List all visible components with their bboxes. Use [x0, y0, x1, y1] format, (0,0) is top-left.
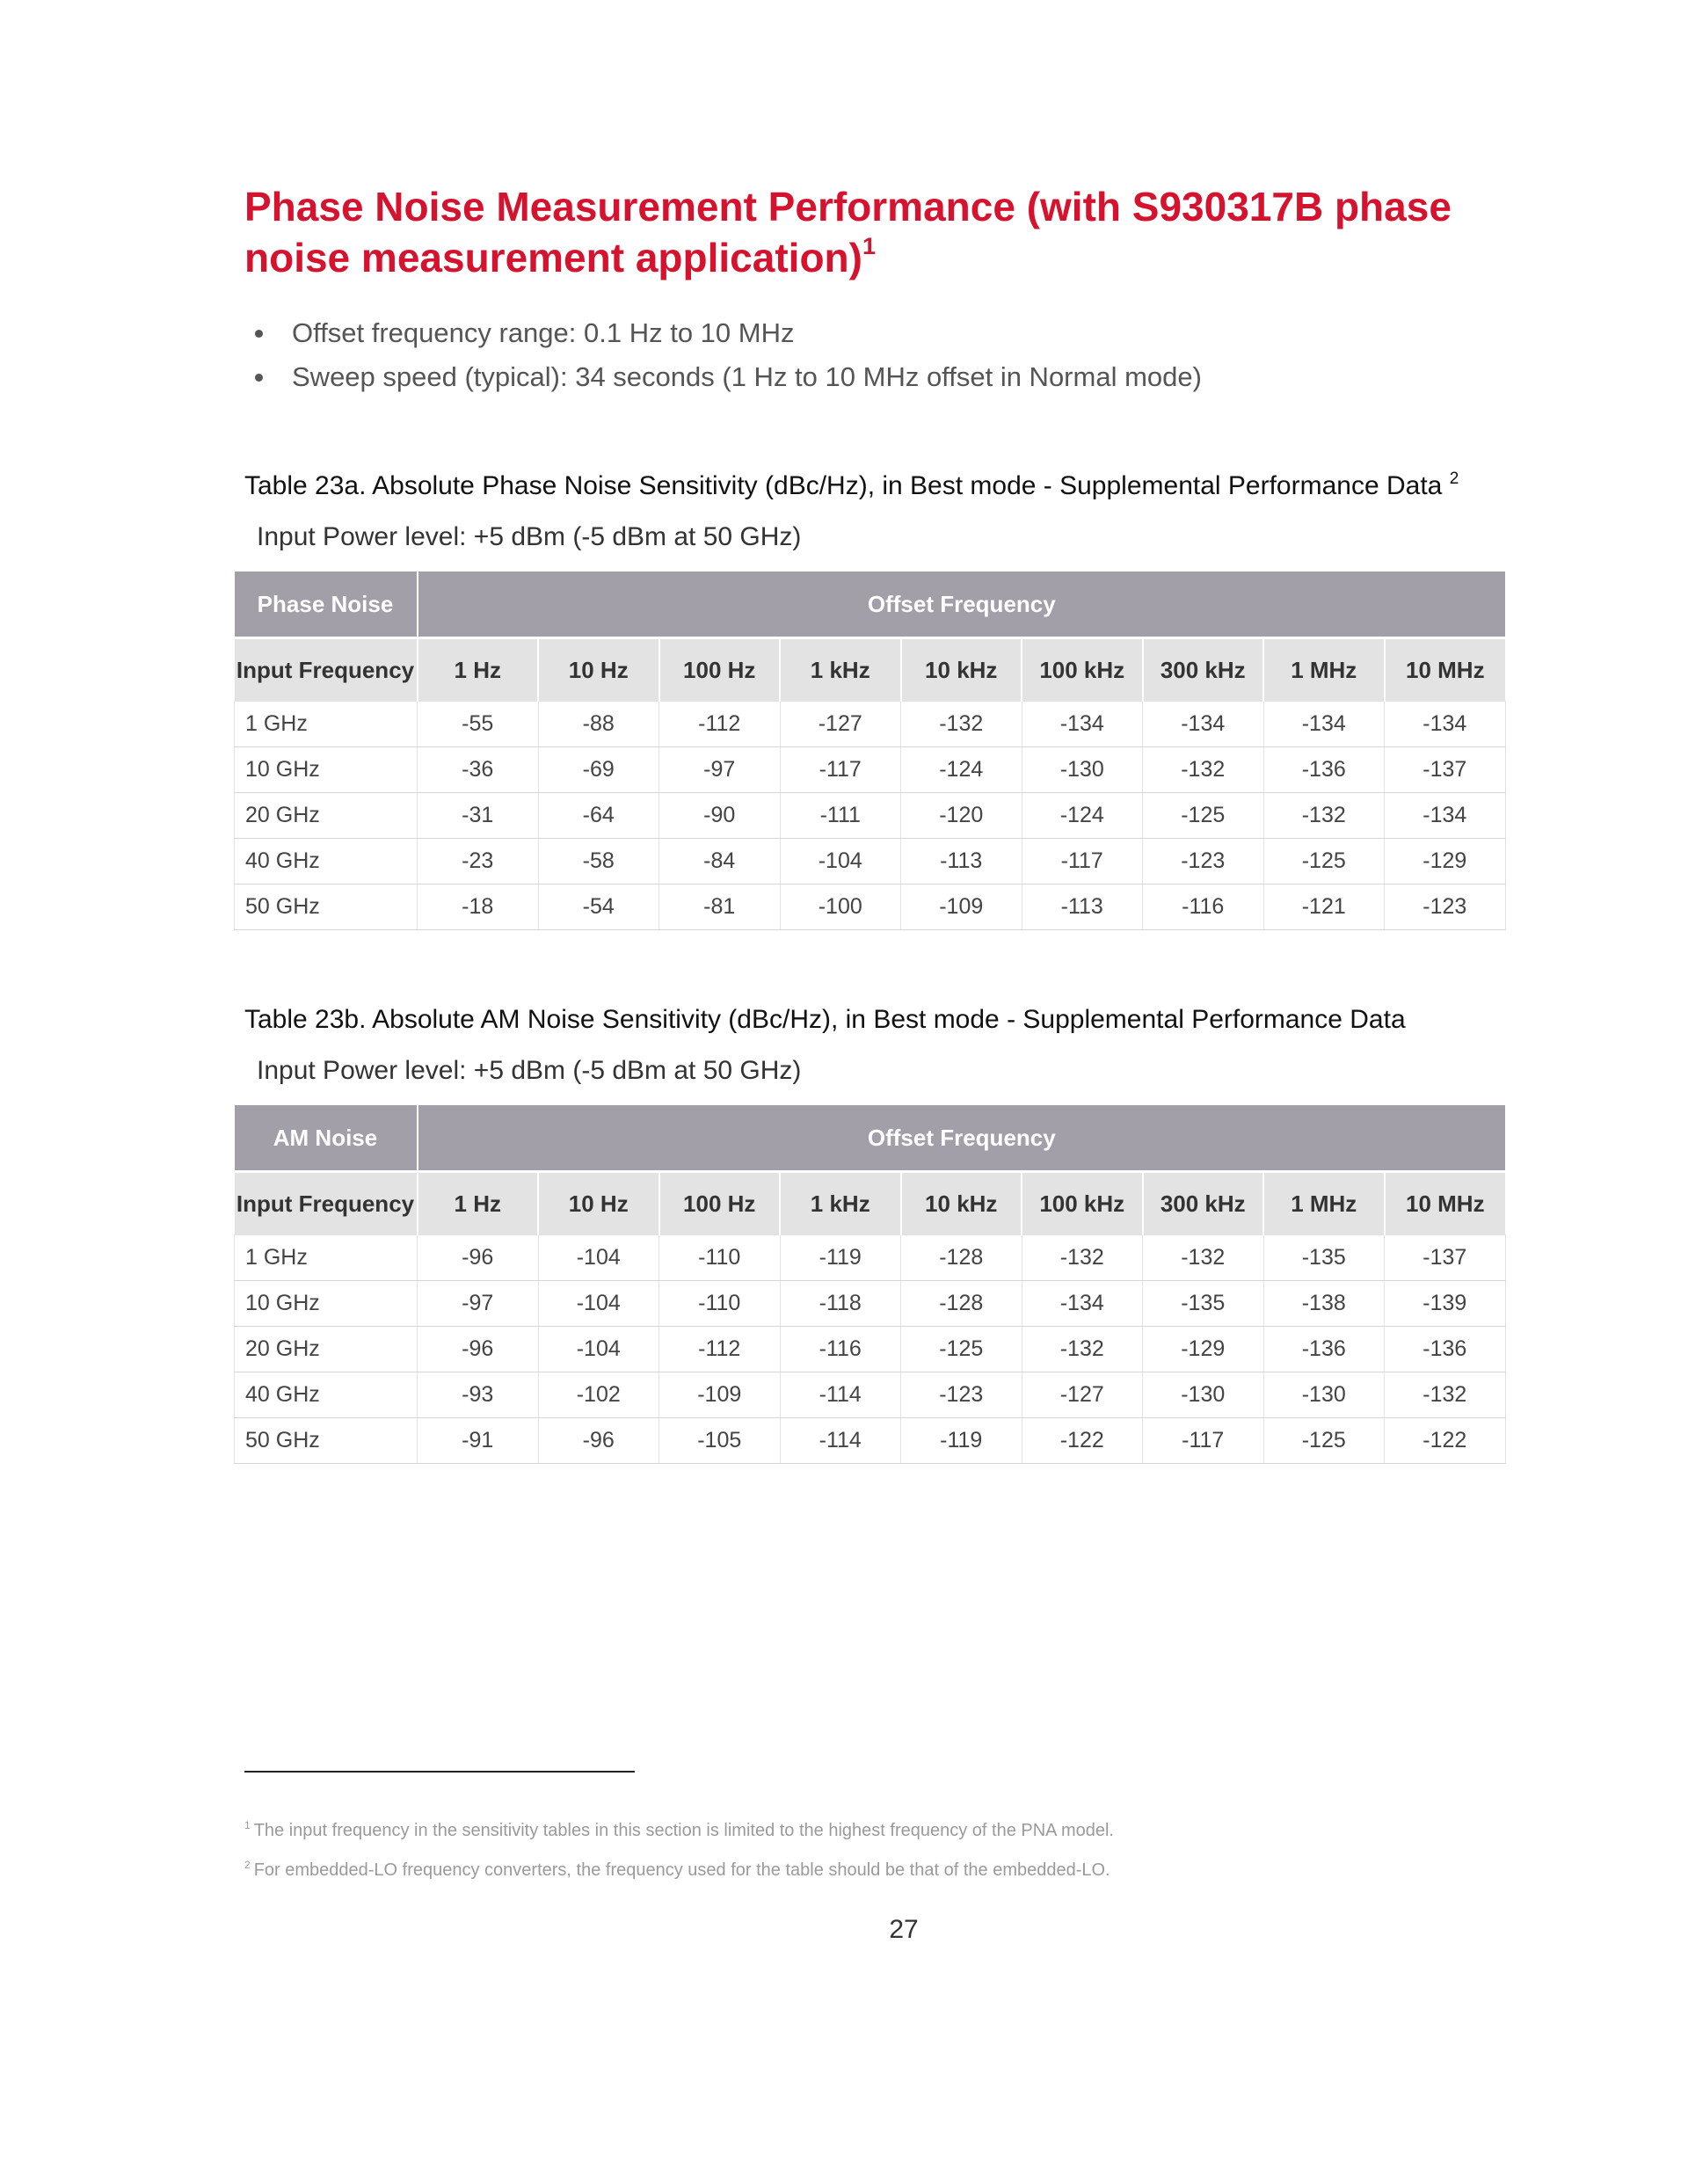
- table-cell: -127: [1022, 1372, 1143, 1418]
- table-cell: -138: [1263, 1281, 1385, 1327]
- row-label: 50 GHz: [235, 885, 418, 930]
- table-cell: -123: [901, 1372, 1022, 1418]
- column-header: 300 kHz: [1143, 638, 1264, 702]
- table-cell: -130: [1143, 1372, 1264, 1418]
- table-cell: -132: [1385, 1372, 1506, 1418]
- table-row: [235, 1372, 1506, 1418]
- column-header: 100 kHz: [1022, 1172, 1143, 1235]
- table-cell: -112: [659, 702, 781, 747]
- table-cell: -124: [901, 747, 1022, 793]
- table-cell: -135: [1263, 1235, 1385, 1281]
- table-cell: -109: [901, 885, 1022, 930]
- table-cell: -116: [780, 1327, 901, 1372]
- table-row: [235, 1281, 1506, 1327]
- table-cell: -110: [659, 1281, 781, 1327]
- table-cell: -132: [1022, 1235, 1143, 1281]
- table-cell: -104: [538, 1281, 659, 1327]
- table-column-header-row: [235, 638, 1506, 702]
- section-heading-text: Phase Noise Measurement Performance (with S930317B phase noise measurement application): [244, 184, 1452, 280]
- row-label: 1 GHz: [235, 702, 418, 747]
- table-cell: -96: [538, 1418, 659, 1464]
- table-cell: -122: [1385, 1418, 1506, 1464]
- table-cell: -118: [780, 1281, 901, 1327]
- table-cell: -123: [1385, 885, 1506, 930]
- table-row: [235, 747, 1506, 793]
- table-cell: -134: [1385, 702, 1506, 747]
- column-header: 10 Hz: [538, 1172, 659, 1235]
- table-cell: -104: [538, 1235, 659, 1281]
- bullet-item: [255, 311, 1202, 355]
- row-header-label: Input Frequency: [235, 1172, 418, 1235]
- table-cell: -128: [901, 1235, 1022, 1281]
- table-cell: -104: [538, 1327, 659, 1372]
- table-cell: -125: [901, 1327, 1022, 1372]
- table-row: [235, 702, 1506, 747]
- footnote-text: The input frequency in the sensitivity tables in this section is limited to the highest frequency of the PNA model.: [253, 1821, 1114, 1840]
- table-cell: -132: [1263, 793, 1385, 839]
- column-header: 1 MHz: [1263, 1172, 1385, 1235]
- table-cell: -119: [901, 1418, 1022, 1464]
- table-cell: -31: [418, 793, 539, 839]
- table-cell: -120: [901, 793, 1022, 839]
- bullet-dot-icon: [255, 374, 263, 382]
- row-label: 50 GHz: [235, 1418, 418, 1464]
- table-cell: -132: [1143, 747, 1264, 793]
- footnote-text: For embedded-LO frequency converters, the frequency used for the table should be that of the embedded-LO.: [253, 1860, 1110, 1880]
- corner-label: Phase Noise: [235, 571, 418, 638]
- row-label: 20 GHz: [235, 1327, 418, 1372]
- table-cell: -18: [418, 885, 539, 930]
- table-cell: -137: [1385, 747, 1506, 793]
- table-cell: -124: [1022, 793, 1143, 839]
- table-cell: -134: [1143, 702, 1264, 747]
- table-cell: -114: [780, 1372, 901, 1418]
- row-label: 10 GHz: [235, 747, 418, 793]
- table-cell: -129: [1385, 839, 1506, 885]
- table-cell: -109: [659, 1372, 781, 1418]
- phase-noise-table: [234, 571, 1506, 930]
- table-cell: -134: [1022, 1281, 1143, 1327]
- table-cell: -54: [538, 885, 659, 930]
- table-caption-text: Table 23a. Absolute Phase Noise Sensitivity (dBc/Hz), in Best mode - Supplemental Performance Data: [244, 471, 1443, 500]
- footnote-divider: [244, 1771, 635, 1773]
- table-cell: -111: [780, 793, 901, 839]
- table-cell: -81: [659, 885, 781, 930]
- footnote-1: [244, 1821, 1114, 1841]
- table-cell: -134: [1022, 702, 1143, 747]
- table-column-header-row: [235, 1172, 1506, 1235]
- table-cell: -125: [1143, 793, 1264, 839]
- bullet-text: Sweep speed (typical): 34 seconds (1 Hz to 10 MHz offset in Normal mode): [292, 361, 1202, 392]
- table-cell: -64: [538, 793, 659, 839]
- table-cell: -110: [659, 1235, 781, 1281]
- table-subcaption: Input Power level: +5 dBm (-5 dBm at 50 GHz): [257, 522, 802, 551]
- table-cell: -97: [418, 1281, 539, 1327]
- table-cell: -84: [659, 839, 781, 885]
- table-cell: -135: [1143, 1281, 1264, 1327]
- table-cell: -139: [1385, 1281, 1506, 1327]
- table-cell: -96: [418, 1327, 539, 1372]
- table-cell: -134: [1263, 702, 1385, 747]
- table-cell: -91: [418, 1418, 539, 1464]
- bullet-dot-icon: [255, 330, 263, 338]
- table-cell: -125: [1263, 839, 1385, 885]
- table-cell: -100: [780, 885, 901, 930]
- table-header-row: [235, 1105, 1506, 1172]
- row-header-label: Input Frequency: [235, 638, 418, 702]
- table-cell: -23: [418, 839, 539, 885]
- table-cell: -69: [538, 747, 659, 793]
- table-cell: -102: [538, 1372, 659, 1418]
- table-cell: -129: [1143, 1327, 1264, 1372]
- table-caption-text: Table 23b. Absolute AM Noise Sensitivity (dBc/Hz), in Best mode - Supplemental Performance Data: [244, 1005, 1406, 1034]
- table-cell: -136: [1385, 1327, 1506, 1372]
- spec-bullet-list: [255, 311, 1202, 399]
- row-label: 40 GHz: [235, 1372, 418, 1418]
- table-cell: -132: [1022, 1327, 1143, 1372]
- table-cell: -117: [1143, 1418, 1264, 1464]
- column-header: 10 MHz: [1385, 638, 1506, 702]
- table-row: [235, 1418, 1506, 1464]
- column-header: 1 kHz: [780, 1172, 901, 1235]
- table-cell: -112: [659, 1327, 781, 1372]
- table-cell: -128: [901, 1281, 1022, 1327]
- column-header: 1 kHz: [780, 638, 901, 702]
- footnote-number: 1: [244, 1819, 251, 1831]
- row-label: 10 GHz: [235, 1281, 418, 1327]
- table-cell: -130: [1263, 1372, 1385, 1418]
- table-header-row: [235, 571, 1506, 638]
- row-label: 20 GHz: [235, 793, 418, 839]
- table-cell: -132: [901, 702, 1022, 747]
- group-header-offset-frequency: Offset Frequency: [418, 1105, 1506, 1172]
- column-header: 100 kHz: [1022, 638, 1143, 702]
- table-cell: -125: [1263, 1418, 1385, 1464]
- column-header: 1 MHz: [1263, 638, 1385, 702]
- section-heading: [244, 181, 1528, 283]
- table-cell: -122: [1022, 1418, 1143, 1464]
- column-header: 10 kHz: [901, 638, 1022, 702]
- table-row: [235, 885, 1506, 930]
- table-row: [235, 793, 1506, 839]
- column-header: 100 Hz: [659, 1172, 781, 1235]
- bullet-text: Offset frequency range: 0.1 Hz to 10 MHz: [292, 317, 795, 348]
- footnote-number: 2: [244, 1859, 251, 1871]
- table-cell: -58: [538, 839, 659, 885]
- table-cell: -55: [418, 702, 539, 747]
- table-row: [235, 1235, 1506, 1281]
- column-header: 100 Hz: [659, 638, 781, 702]
- page-number: 27: [889, 1915, 919, 1944]
- table-cell: -36: [418, 747, 539, 793]
- table-cell: -88: [538, 702, 659, 747]
- table-cell: -114: [780, 1418, 901, 1464]
- table-cell: -134: [1385, 793, 1506, 839]
- caption-footnote-ref[interactable]: 2: [1449, 470, 1459, 488]
- column-header: 1 Hz: [418, 638, 539, 702]
- table-cell: -117: [1022, 839, 1143, 885]
- table-cell: -136: [1263, 1327, 1385, 1372]
- table-cell: -113: [901, 839, 1022, 885]
- table-cell: -136: [1263, 747, 1385, 793]
- table-cell: -104: [780, 839, 901, 885]
- column-header: 10 MHz: [1385, 1172, 1506, 1235]
- row-label: 40 GHz: [235, 839, 418, 885]
- row-label: 1 GHz: [235, 1235, 418, 1281]
- table-cell: -93: [418, 1372, 539, 1418]
- column-header: 10 Hz: [538, 638, 659, 702]
- table-cell: -137: [1385, 1235, 1506, 1281]
- table-cell: -119: [780, 1235, 901, 1281]
- table-cell: -130: [1022, 747, 1143, 793]
- table-cell: -123: [1143, 839, 1264, 885]
- table-row: [235, 1327, 1506, 1372]
- table-caption: [244, 471, 1459, 501]
- heading-footnote-ref[interactable]: 1: [862, 233, 876, 259]
- table-cell: -121: [1263, 885, 1385, 930]
- table-cell: -127: [780, 702, 901, 747]
- table-cell: -116: [1143, 885, 1264, 930]
- table-cell: -90: [659, 793, 781, 839]
- table-caption: [244, 1005, 1406, 1035]
- table-cell: -96: [418, 1235, 539, 1281]
- am-noise-table: [234, 1105, 1506, 1464]
- column-header: 300 kHz: [1143, 1172, 1264, 1235]
- table-cell: -105: [659, 1418, 781, 1464]
- corner-label: AM Noise: [235, 1105, 418, 1172]
- table-subcaption: Input Power level: +5 dBm (-5 dBm at 50 GHz): [257, 1056, 802, 1085]
- footnote-2: [244, 1860, 1110, 1881]
- column-header: 10 kHz: [901, 1172, 1022, 1235]
- column-header: 1 Hz: [418, 1172, 539, 1235]
- table-cell: -97: [659, 747, 781, 793]
- table-cell: -132: [1143, 1235, 1264, 1281]
- table-row: [235, 839, 1506, 885]
- group-header-offset-frequency: Offset Frequency: [418, 571, 1506, 638]
- bullet-item: [255, 355, 1202, 399]
- table-cell: -113: [1022, 885, 1143, 930]
- table-cell: -117: [780, 747, 901, 793]
